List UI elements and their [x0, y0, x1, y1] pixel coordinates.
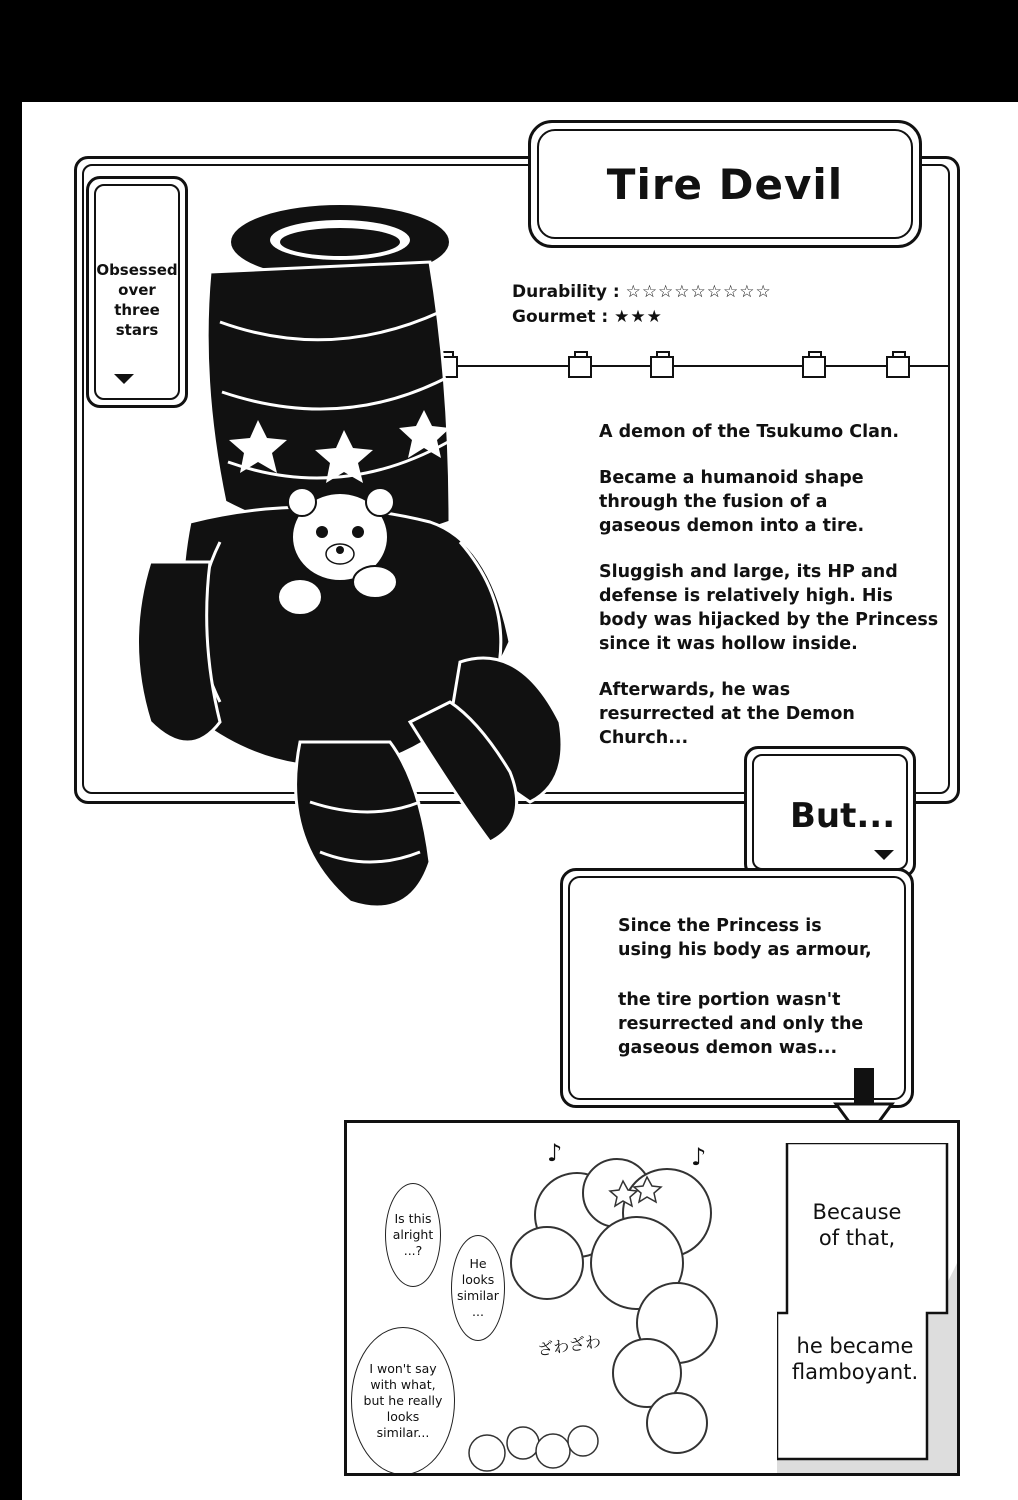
character-name: Tire Devil [606, 159, 844, 209]
comic-panel [344, 1120, 960, 1476]
description-text [599, 420, 939, 772]
description-paragraph: Afterwards, he was resurrected at the Demon Church... [599, 680, 855, 748]
caption-bottom [785, 1333, 925, 1385]
tire-devil-illustration [130, 202, 600, 922]
description-paragraph: Became a humanoid shape through the fusion of a gaseous demon into a tire. [599, 468, 865, 536]
caption-line: of that, [818, 1226, 896, 1250]
stat-label: Durability : [512, 282, 620, 302]
since-paragraph: Since the Princess is using his body as armour, [618, 916, 872, 960]
music-note: ♪ [547, 1139, 563, 1167]
but-text: But... [790, 796, 896, 836]
side-note-line: stars [115, 321, 159, 339]
crowd-sfx: ざわざわ [536, 1331, 603, 1360]
manga-page [22, 102, 1018, 1500]
star-rating: ★★★ [614, 307, 663, 327]
description-paragraph: A demon of the Tsukumo Clan. [599, 422, 900, 442]
star-rating: ☆☆☆☆☆☆☆☆☆ [625, 282, 772, 302]
since-paragraph: the tire portion wasn't resurrected and only the gaseous demon was... [618, 990, 864, 1058]
caption-line: flamboyant. [791, 1360, 919, 1384]
caption-top [797, 1199, 917, 1251]
caption-line: he became [796, 1334, 914, 1358]
connector-plug-icon [650, 356, 674, 378]
but-box [744, 746, 916, 878]
speech-bubble-wont-say: I won't say with what, but he really looks similar... [351, 1327, 455, 1475]
connector-plug-icon [886, 356, 910, 378]
speech-bubble-alright: Is this alright ...? [385, 1183, 441, 1287]
stat-label: Gourmet : [512, 307, 609, 327]
side-note-line: over three [114, 281, 160, 319]
music-note: ♪ [691, 1143, 707, 1171]
description-paragraph: Sluggish and large, its HP and defense is relatively high. His body was hijacked by the Princess since it was hollow inside. [599, 562, 939, 654]
connector-plug-icon [802, 356, 826, 378]
triangle-down-icon [874, 850, 894, 860]
side-note-line: Obsessed [96, 261, 178, 279]
caption-line: Because [812, 1200, 902, 1224]
caption-frame [777, 1143, 957, 1473]
speech-bubble-similar: He looks similar ... [451, 1235, 505, 1341]
